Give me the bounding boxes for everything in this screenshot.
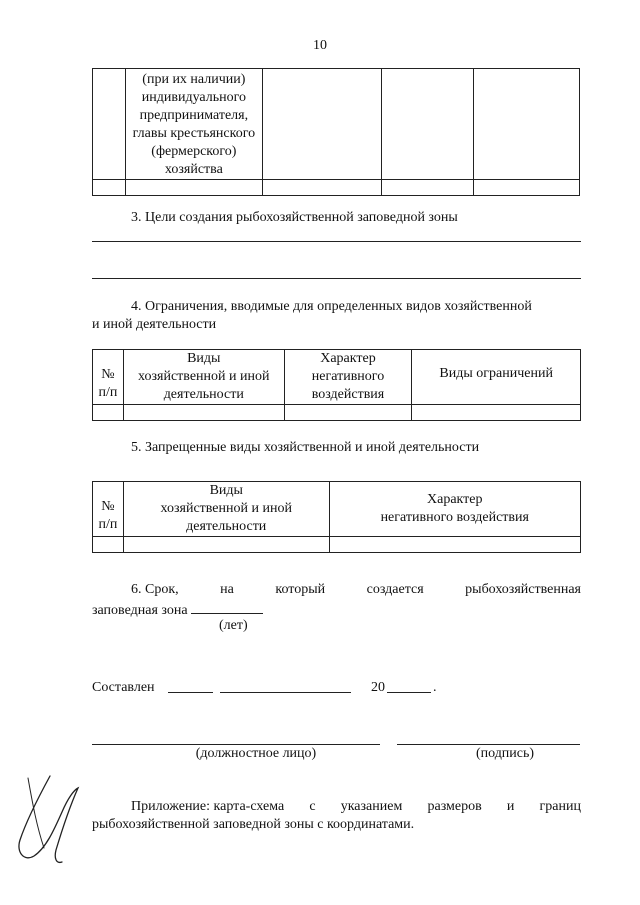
table-cell — [474, 180, 580, 196]
year-field — [387, 692, 431, 693]
table-cell — [329, 537, 580, 553]
appendix-word: Приложение: карта-схема — [131, 799, 285, 814]
header-line: деятельности — [163, 387, 244, 402]
header-line: Характер — [320, 351, 376, 366]
table-row — [93, 405, 581, 421]
fill-line — [92, 241, 581, 242]
section-4-title-line: и иной деятельности — [92, 317, 217, 332]
table-header-row — [93, 482, 581, 537]
page-number: 10 — [313, 38, 327, 53]
year-suffix: . — [433, 680, 437, 695]
header-line: воздействия — [311, 387, 385, 402]
section-6-word: рыбохозяйственная — [465, 582, 581, 597]
table-cell — [284, 405, 412, 421]
cell-line: главы крестьянского — [132, 126, 256, 141]
table-prohibited — [92, 481, 581, 553]
table-cell — [262, 69, 381, 180]
official-line — [92, 744, 380, 745]
header-number — [93, 350, 124, 405]
header-line: негативного воздействия — [380, 510, 529, 525]
section-6-word: создается — [366, 582, 424, 597]
header-activity-types — [123, 482, 329, 537]
table-row — [93, 69, 580, 180]
header-impact — [284, 350, 412, 405]
term-unit: (лет) — [219, 618, 248, 633]
header-line: негативного — [311, 369, 385, 384]
section-4-title-line: 4. Ограничения, вводимые для определенных видов хозяйственной — [131, 299, 532, 314]
table-restrictions — [92, 349, 581, 421]
table-continuation — [92, 68, 580, 196]
header-impact — [329, 482, 580, 537]
header-line: п/п — [98, 385, 118, 400]
table-cell — [123, 537, 329, 553]
cell-line: индивидуального — [141, 90, 246, 105]
header-line: Характер — [427, 492, 483, 507]
table-cell — [381, 180, 474, 196]
section-6-line — [131, 581, 581, 599]
section-4-title — [131, 298, 581, 316]
header-number — [93, 482, 124, 537]
header-activity-types — [123, 350, 284, 405]
table-cell — [93, 405, 124, 421]
official-caption: (должностное лицо) — [195, 746, 317, 761]
appendix-line2: рыбохозяйственной заповедной зоны с координатами. — [92, 817, 415, 832]
table-cell — [381, 69, 474, 180]
cell-line: хозяйства — [164, 162, 223, 177]
header-restrictions: Виды ограничений — [412, 350, 581, 405]
header-line: № — [101, 367, 115, 382]
table-cell-entity — [125, 69, 262, 180]
table-cell — [474, 69, 580, 180]
day-field — [168, 692, 213, 693]
table-cell — [93, 180, 126, 196]
table-cell — [125, 180, 262, 196]
appendix-word: размеров — [427, 799, 482, 814]
composed-label: Составлен — [92, 680, 155, 695]
reserve-zone-label: заповедная зона — [92, 603, 188, 618]
table-cell — [93, 69, 126, 180]
table-cell — [123, 405, 284, 421]
table-cell — [93, 537, 124, 553]
section-6-word: 6. Срок, — [131, 582, 179, 597]
header-line: хозяйственной и иной — [160, 501, 292, 516]
section-5-title: 5. Запрещенные виды хозяйственной и иной деятельности — [131, 440, 480, 455]
signature-caption: (подпись) — [475, 746, 535, 761]
signature-line — [397, 744, 580, 745]
section-6-word: на — [220, 582, 234, 597]
header-line: Виды — [209, 483, 243, 498]
header-line: № — [101, 499, 115, 514]
table-row — [93, 180, 580, 196]
appendix-word: границ — [539, 799, 581, 814]
appendix-word: указанием — [340, 799, 403, 814]
appendix-word: и — [506, 799, 515, 814]
cell-line: (фермерского) — [151, 144, 237, 159]
table-cell — [412, 405, 581, 421]
header-line: п/п — [98, 517, 118, 532]
section-3-title: 3. Цели создания рыбохозяйственной заповедной зоны — [131, 210, 458, 225]
section-6-word: который — [275, 582, 326, 597]
header-line: деятельности — [186, 519, 267, 534]
table-row — [93, 537, 581, 553]
cell-line: (при их наличии) — [142, 72, 246, 87]
year-prefix: 20 — [371, 680, 385, 695]
cell-line: предпринимателя, — [139, 108, 249, 123]
appendix-line — [131, 798, 581, 816]
header-line: Виды — [187, 351, 221, 366]
appendix-word: с — [309, 799, 316, 814]
term-field — [191, 599, 263, 614]
table-header-row — [93, 350, 581, 405]
fill-line — [92, 278, 581, 279]
header-line: хозяйственной и иной — [138, 369, 270, 384]
month-field — [220, 692, 351, 693]
handwritten-signature — [10, 770, 90, 870]
table-cell — [262, 180, 381, 196]
